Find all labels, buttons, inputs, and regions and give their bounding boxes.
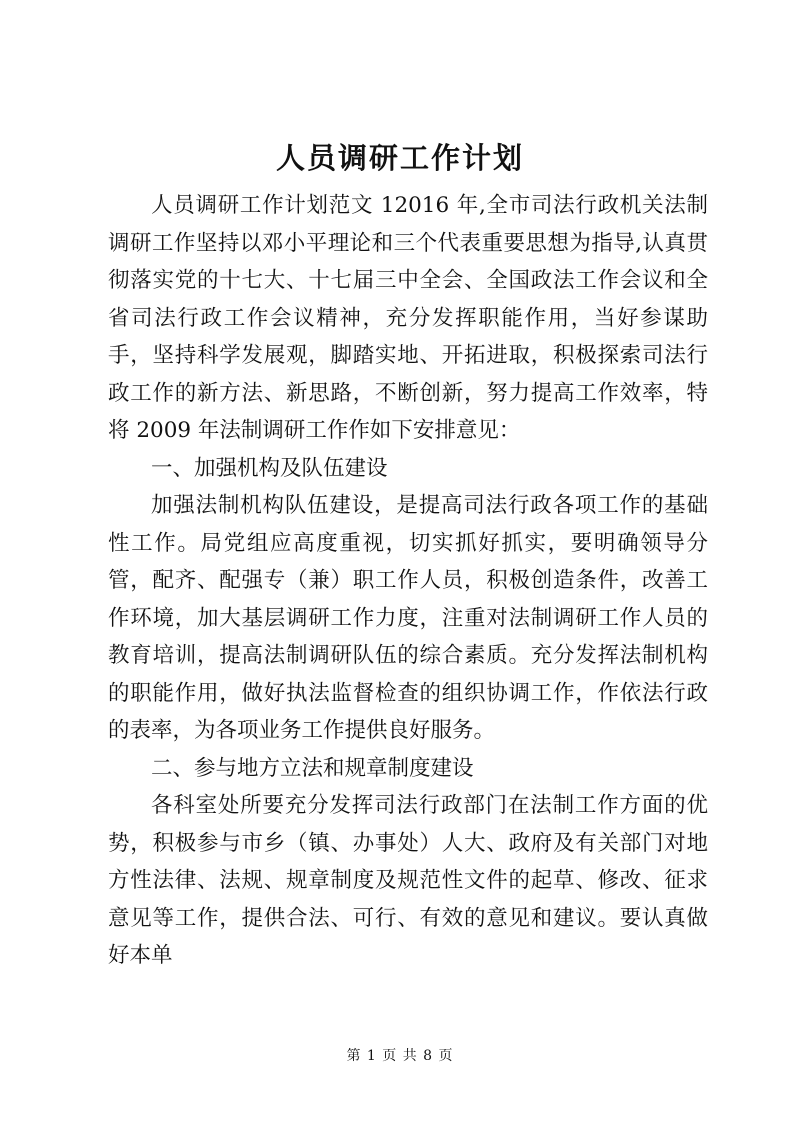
page-number: 第 1 页 共 8 页: [346, 1048, 454, 1064]
document-title: 人员调研工作计划: [275, 141, 524, 175]
document-body: [108, 187, 708, 975]
section-heading-1: 一、加强机构及队伍建设: [151, 455, 388, 481]
paragraph-section-2: 各科室处所要充分发挥司法行政部门在法制工作方面的优势，积极参与市乡（镇、办事处）人大、政府及有关部门对地方性法律、法规、规章制度及规范性文件的起草、修改、征求意见等工作，提供合法、可行、有效的意见和建议。要认真做好本单: [108, 793, 708, 968]
paragraph-intro: 人员调研工作计划范文 12016 年,全市司法行政机关法制调研工作坚持以邓小平理论和三个代表重要思想为指导,认真贯彻落实党的十七大、十七届三中全会、全国政法工作会议和全省司法行政工作会议精神，充分发挥职能作用，当好参谋助手，坚持科学发展观，脚踏实地、开拓进取，积极探索司法行政工作的新方法、新思路，不断创新，努力提高工作效率，特将 2009 年法制调研工作作如下安排意见：: [108, 193, 708, 443]
section-heading-2: 二、参与地方立法和规章制度建设: [151, 755, 474, 781]
paragraph-section-1: 加强法制机构队伍建设，是提高司法行政各项工作的基础性工作。局党组应高度重视，切实抓好抓实，要明确领导分管，配齐、配强专（兼）职工作人员，积极创造条件，改善工作环境，加大基层调研工作力度，注重对法制调研工作人员的教育培训，提高法制调研队伍的综合素质。充分发挥法制机构的职能作用，做好执法监督检查的组织协调工作，作依法行政的表率，为各项业务工作提供良好服务。: [108, 493, 708, 743]
